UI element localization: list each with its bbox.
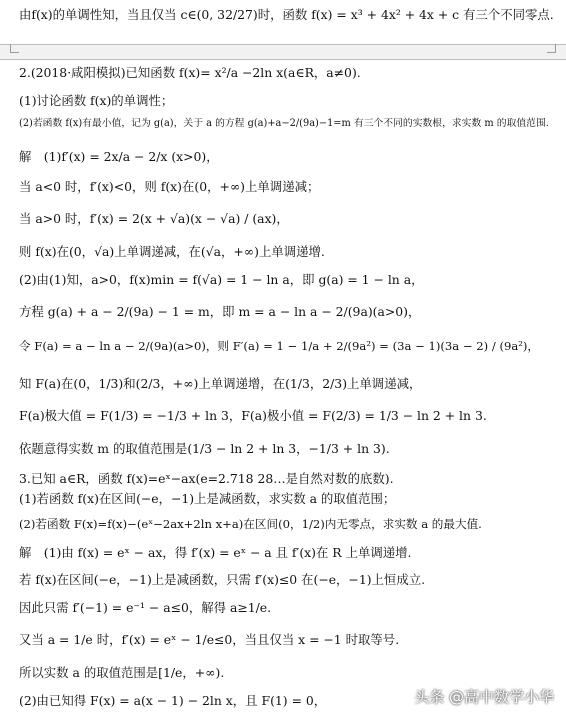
text-line: 知 F(a)在(0，1/3)和(2/3，+∞)上单调递增，在(1/3，2/3)上单调递减， [19,376,422,391]
text-line: (1)讨论函数 f(x)的单调性； [19,93,174,108]
problem-2-title: 2.(2018·咸阳模拟)已知函数 f(x)= x²/a −2ln x(a∈R，a≠0). [19,65,361,80]
text-line: 若 f(x)在区间(−e，−1)上是减函数，只需 f′(x)≤0 在(−e，−1)上恒成立. [19,572,426,587]
text-line: 解 (1)由 f(x) = eˣ − ax，得 f′(x) = eˣ − a 且 f′(x)在 R 上单调递增. [19,545,412,560]
text-line: (2)若函数 F(x)=f(x)−(eˣ−2ax+2ln x+a)在区间(0，1/2)内无零点，求实数 a 的最大值. [19,517,482,531]
text-line: (2)由已知得 F(x) = a(x − 1) − 2ln x，且 F(1) = 0， [19,693,327,708]
problem-3-title: 3.已知 a∈R，函数 f(x)=eˣ−ax(e=2.718 28…是自然对数的底数). [19,471,394,486]
text-line: 解 (1)f′(x) = 2x/a − 2/x (x>0)， [19,149,219,164]
text-line: F(a)极大值 = F(1/3) = −1/3 + ln 3，F(a)极小值 = F(2/3) = 1/3 − ln 2 + ln 3. [19,408,487,423]
page-corner-mark [547,44,556,53]
page-corner-mark [10,44,19,53]
text-line: 因此只需 f′(−1) = e⁻¹ − a≤0，解得 a≥1/e. [19,600,272,615]
page-break [0,44,566,60]
text-line: 则 f(x)在(0，√a)上单调递减，在(√a，+∞)上单调递增. [19,244,325,259]
text-line: (2)若函数 f(x)有最小值，记为 g(a)，关于 a 的方程 g(a)+a−2/(9a)−1=m 有三个不同的实数根，求实数 m 的取值范围. [19,118,549,129]
text-line: 依题意得实数 m 的取值范围是(1/3 − ln 2 + ln 3，−1/3 + ln 3). [19,441,390,456]
text-line: 方程 g(a) + a − 2/(9a) − 1 = m，即 m = a − ln a − 2/(9a)(a>0)， [19,304,421,319]
text-line: (2)由(1)知，a>0，f(x)min = f(√a) = 1 − ln a，即 g(a) = 1 − ln a， [19,272,424,287]
text-line: 当 a>0 时，f′(x) = 2(x + √a)(x − √a) / (ax)， [19,211,289,226]
text-line: (1)若函数 f(x)在区间(−e，−1)上是减函数，求实数 a 的取值范围； [19,491,396,506]
text-line: 所以实数 a 的取值范围是[1/e，+∞). [19,665,225,680]
text-line: 由f(x)的单调性知，当且仅当 c∈(0, 32/27)时，函数 f(x) = x³ + 4x² + 4x + c 有三个不同零点. [19,7,554,22]
text-line: 令 F(a) = a − ln a − 2/(9a)(a>0)，则 F′(a) = 1 − 1/a + 2/(9a²) = (3a − 1)(3a − 2) / (9a²)， [19,339,540,353]
text-line: 当 a<0 时，f′(x)<0，则 f(x)在(0，+∞)上单调递减； [19,179,320,194]
watermark: 头条 @高中数学小华 [414,688,554,706]
text-line: 又当 a = 1/e 时，f′(x) = eˣ − 1/e≤0，当且仅当 x = −1 时取等号. [19,632,400,647]
